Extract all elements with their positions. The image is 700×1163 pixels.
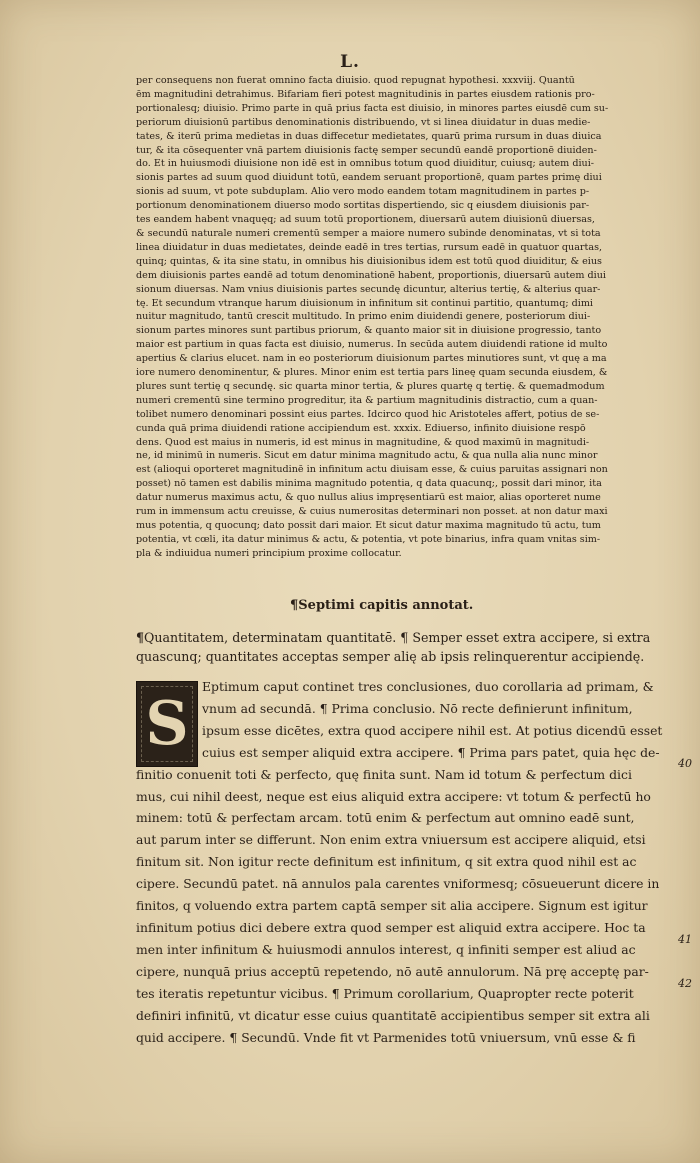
margin-number: 41 <box>678 933 692 946</box>
commentary-line: quinq; quintas, & ita sine statu, in omnibus his diuisionibus idem est totū quod diuiditur, & eius <box>136 255 602 267</box>
main-text-line: vnum ad secundā. ¶ Prima conclusio. Nō recte definierunt infinitum, <box>202 700 633 716</box>
commentary-line: maior est partium in quas facta est diuisio, numerus. In secūda autem diuidendi ratione id multo <box>136 339 608 351</box>
commentary-line: & secundū naturale numeri crementū semper a maiore numero subinde denominatas, vt si tota <box>136 227 601 239</box>
commentary-line: portionum denominationem diuerso modo sortitas dispertiendo, sic q eiusdem diuisionis par- <box>136 200 590 212</box>
commentary-line: plures sunt tertię q secundę. sic quarta minor tertia, & plures quartę q tertię. & quemadmodum <box>136 380 605 392</box>
commentary-line: sionum partes minores sunt partibus priorum, & quanto maior sit in diuisione progressio, tanto <box>136 325 602 337</box>
commentary-line: dem diuisionis partes eandē ad totum denominationē habent, proportionis, diuersarū autem diui <box>136 269 606 281</box>
main-text-line: men inter infinitum & huiusmodi annulos interest, q infiniti semper est aliud ac <box>136 941 636 957</box>
folio-number: L. <box>340 52 360 72</box>
main-text-line: minem: totū & perfectam arcam. totū enim & perfectum aut omnino eadē sunt, <box>136 810 635 826</box>
main-text-line: cipere, nunquā prius acceptū repetendo, nō autē annulorum. Nā prę acceptę par- <box>136 963 649 979</box>
main-text-line: infinitum potius dici debere extra quod semper est aliquid extra accipere. Hoc ta <box>136 919 646 935</box>
commentary-line: sionis partes ad suum quod diuidunt totū, eandem seruant proportionē, quam partes primę diui <box>136 172 602 184</box>
commentary-line: tes eandem habent vnaquęq; ad suum totū proportionem, diuersarū autem diuisionū diuersas, <box>136 214 595 226</box>
commentary-line: tę. Et secundum vtranque harum diuisionum in infinitum sit continui partitio, quantumq; dimi <box>136 297 593 309</box>
commentary-line: per consequens non fuerat omnino facta diuisio. quod repugnat hypothesi. xxxviij. Quantū <box>136 75 575 86</box>
main-text-line: finitos, q voluendo extra partem captā semper sit alia accipere. Signum est igitur <box>136 898 648 914</box>
commentary-line: pla & indiuidua numeri principium proxime collocatur. <box>136 547 402 559</box>
margin-number: 42 <box>678 977 692 990</box>
main-text-line: finitio conuenit toti & perfecto, quę finita sunt. Nam id totum & perfectum dici <box>136 766 632 782</box>
commentary-line: tates, & iterū prima medietas in duas diffecetur medietates, quarū prima rursum in duas diuica <box>136 130 602 142</box>
commentary-line: linea diuidatur in duas medietates, deinde eadē in tres tertias, rursum eadē in quatuor quartas, <box>136 241 603 253</box>
commentary-line: dens. Quod est maius in numeris, id est minus in magnitudine, & quod maximū in magnitudi- <box>136 436 590 448</box>
commentary-line: ēm magnitudini detrahimus. Bifariam fieri potest magnitudinis in partes eiusdem rationis pro- <box>136 88 595 100</box>
commentary-line: nuitur magnitudo, tantū crescit multitudo. In primo enim diuidendi genere, posteriorum diui- <box>136 311 591 323</box>
main-text-line: quid accipere. ¶ Secundū. Vnde fit vt Parmenides totū vniuersum, vnū esse & fi <box>136 1029 636 1045</box>
commentary-line: rum in immensum actu creuisse, & cuius numerositas determinari non posset. at non datur maxi <box>136 506 608 518</box>
commentary-line: periorum diuisionū partibus denominationis distribuendo, vt si linea diuidatur in duas medie- <box>136 116 591 128</box>
main-text-line: cipere. Secundū patet. nā annulos pala carentes vniformesq; cōsueuerunt dicere in <box>136 876 660 892</box>
main-text-line: mus, cui nihil deest, neque est eius aliquid extra accipere: vt totum & perfectū ho <box>136 788 651 804</box>
margin-number: 40 <box>678 757 692 770</box>
commentary-line: est (alioqui oporteret magnitudinē in infinitum actu diuisam esse, & cuius paruitas assignari non <box>136 464 608 476</box>
section-heading <box>290 598 473 613</box>
commentary-line: apertius & clarius elucet. nam in eo posteriorum diuisionum partes minutiores sunt, vt quę a ma <box>136 353 607 365</box>
commentary-line: posset) nō tamen est dabilis minima magnitudo potentia, q data quacunq;, possit dari minor, ita <box>136 478 602 490</box>
main-text-line: aut parum inter se differunt. Non enim extra vniuersum est accipere aliquid, etsi <box>136 832 646 848</box>
commentary-line: do. Et in huiusmodi diuisione non idē est in omnibus totum quod diuiditur, cuiusq; autem diui- <box>136 158 595 170</box>
commentary-line: mus potentia, q quocunq; dato possit dari maior. Et sicut datur maxima magnitudo tū actu, tum <box>136 520 601 531</box>
main-text-line: finitum sit. Non igitur recte definitum est infinitum, q sit extra quod nihil est ac <box>136 854 637 870</box>
commentary-line: numeri crementū sine termino progreditur, ita & partium magnitudinis distractio, cum a quan- <box>136 394 598 406</box>
commentary-line: potentia, vt cœli, ita datur minimus & actu, & potentia, vt pote binarius, infra quam vnitas sim- <box>136 533 601 545</box>
commentary-block <box>136 74 666 561</box>
main-text-line: cuius est semper aliquid extra accipere. ¶ Prima pars patet, quia hęc de- <box>202 744 660 760</box>
summary-line: ¶Quantitatem, determinatam quantitatē. ¶ Semper esset extra accipere, si extra <box>136 630 651 645</box>
pilcrow-icon: ¶ <box>290 598 299 613</box>
commentary-line: sionum diuersas. Nam vnius diuisionis partes secundę dicuntur, alterius tertię, & alterius quar- <box>136 283 601 295</box>
summary-block <box>136 628 676 666</box>
commentary-line: tur, & ita cōsequenter vnā partem diuisionis factę semper secundū eandē proportionē diuiden- <box>136 144 597 156</box>
commentary-line: portionalesq; diuisio. Primo parte in quā prius facta est diuisio, in minores partes eiusdē cum su- <box>136 102 609 114</box>
commentary-line: cunda quā prima diuidendi ratione accipiendum est. xxxix. Ediuerso, infinito diuisione respō <box>136 422 586 434</box>
main-text-line: ipsum esse dicētes, extra quod accipere nihil est. At potius dicendū esset <box>202 722 663 738</box>
main-text-line: Eptimum caput continet tres conclusiones, duo corollaria ad primam, & <box>202 679 654 694</box>
commentary-line: iore numero denominentur, & plures. Minor enim est tertia pars lineę quam secunda eiusdem, & <box>136 367 608 379</box>
initial-letter: S <box>145 689 189 759</box>
main-text-line: definiri infinitū, vt dicatur esse cuius quantitatē accipientibus semper sit extra ali <box>136 1007 650 1023</box>
commentary-line: tolibet numero denominari possint eius partes. Idcirco quod hic Aristoteles affert, potius de se- <box>136 408 600 420</box>
section-heading-text: Septimi capitis annotat. <box>298 598 474 613</box>
commentary-line: ne, id minimū in numeris. Sicut em datur minima magnitudo actu, & qua nulla alia nunc minor <box>136 450 598 462</box>
commentary-line: sionis ad suum, vt pote subduplam. Alio vero modo eandem totam magnitudinem in partes p- <box>136 186 590 198</box>
commentary-line: datur numerus maximus actu, & quo nullus alius impręsentiarū est maior, alias oporteret nume <box>136 492 601 504</box>
main-text-line: tes iteratis repetuntur vicibus. ¶ Primum corollarium, Quapropter recte poterit <box>136 985 634 1001</box>
pilcrow-icon: ¶ <box>136 630 145 645</box>
summary-line: quascunq; quantitates acceptas semper alię ab ipsis relinquerentur accipiendę. <box>136 649 645 664</box>
main-text-block <box>136 676 676 1048</box>
